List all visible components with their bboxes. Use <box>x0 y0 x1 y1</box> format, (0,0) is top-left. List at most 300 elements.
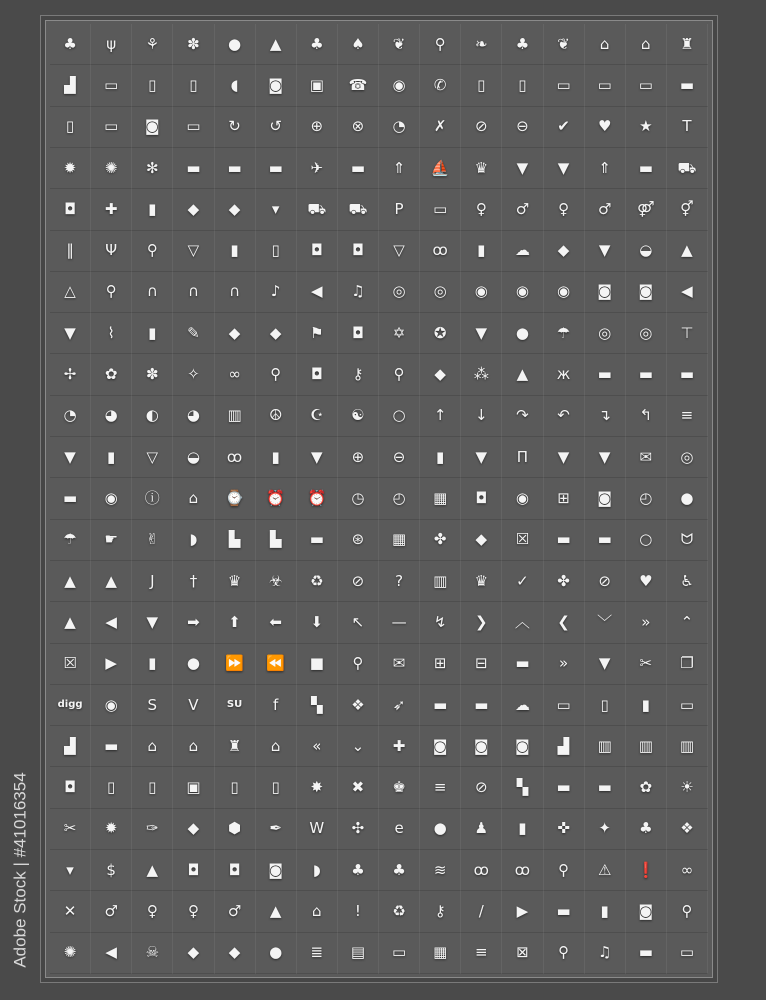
arrow-up-icon: ↑ <box>433 406 447 425</box>
icon-cell <box>626 767 667 808</box>
conversation-icon: ◉ <box>557 282 571 301</box>
icon-cell <box>256 602 297 643</box>
column-chart-icon: ▥ <box>679 736 695 755</box>
icon-cell <box>626 726 667 767</box>
icon-cell <box>50 685 91 726</box>
icon-cell <box>420 933 461 974</box>
double-chevron-down-icon: ⌄ <box>351 736 365 755</box>
icon-cell <box>173 313 214 354</box>
retro-tv-icon: ▣ <box>186 778 201 797</box>
icon-cell <box>256 354 297 395</box>
icon-cell <box>297 933 338 974</box>
mug-icon: ◘ <box>310 241 323 260</box>
icon-cell <box>132 354 173 395</box>
pointing-hand-icon: ☛ <box>104 530 118 549</box>
icon-cell <box>215 891 256 932</box>
icon-cell <box>50 189 91 230</box>
windows-logo-icon: ⊞ <box>557 488 570 507</box>
fish-skeleton-icon: ◀ <box>105 943 117 962</box>
icon-cell <box>297 313 338 354</box>
lipstick-icon: ▮ <box>148 323 157 342</box>
lock-icon: ◘ <box>228 860 241 879</box>
icon-cell <box>544 933 585 974</box>
icon-cell <box>502 107 543 148</box>
open-book-icon: ▭ <box>679 943 695 962</box>
icon-cell <box>50 850 91 891</box>
icon-cell <box>585 933 626 974</box>
icon-cell <box>256 685 297 726</box>
icon-cell <box>256 437 297 478</box>
wordpress-logo-icon: W <box>309 819 325 838</box>
torch-icon: ▮ <box>600 902 609 921</box>
crown-icon: ♛ <box>474 158 489 177</box>
icon-cell <box>256 107 297 148</box>
spider-icon: ✺ <box>63 943 77 962</box>
text-document-icon: ▬ <box>556 778 571 797</box>
icon-cell <box>379 767 420 808</box>
cloud-icon: ☁ <box>514 695 530 714</box>
arrow-down-icon: ↓ <box>475 406 488 425</box>
icon-cell <box>132 396 173 437</box>
icon-cell <box>379 561 420 602</box>
icon-cell <box>502 685 543 726</box>
drink-icon: ▯ <box>271 241 280 260</box>
icon-cell <box>379 437 420 478</box>
digg-logo-icon: digg <box>57 699 83 711</box>
cocktail-icon: ▽ <box>187 241 200 260</box>
icon-cell <box>297 891 338 932</box>
icon-cell <box>585 726 626 767</box>
icon-cell <box>91 809 132 850</box>
icon-cell <box>132 850 173 891</box>
button-alt-icon: ⊖ <box>392 447 406 466</box>
pie-chart-three-quarter-icon: ◕ <box>186 406 200 425</box>
icon-cell <box>626 65 667 106</box>
icon-cell <box>379 65 420 106</box>
star-icon: ★ <box>639 117 653 136</box>
music-notes-icon: ♫ <box>351 282 365 301</box>
icon-cell <box>173 65 214 106</box>
icon-cell <box>667 231 708 272</box>
triangle-down-icon: ▼ <box>146 612 159 631</box>
battery-full-icon: ▬ <box>679 75 695 94</box>
leaf-icon: ❦ <box>392 34 406 53</box>
mobile-phone-icon: ▯ <box>148 75 157 94</box>
balloon-icon: ● <box>269 943 283 962</box>
icon-cell <box>338 561 379 602</box>
icon-cell <box>338 354 379 395</box>
add-comment-icon: ◙ <box>474 736 489 755</box>
icon-cell <box>667 396 708 437</box>
icon-cell <box>626 850 667 891</box>
fork-knife-icon: ‖ <box>66 241 74 260</box>
icon-cell <box>297 850 338 891</box>
icon-cell <box>626 644 667 685</box>
icon-cell <box>256 767 297 808</box>
money-bag-icon: $ <box>106 860 116 879</box>
bar-graph-icon: ▥ <box>638 736 653 755</box>
icon-cell <box>215 148 256 189</box>
icon-cell <box>50 148 91 189</box>
heart-icon: ♥ <box>597 117 612 136</box>
icon-cell <box>215 396 256 437</box>
oak-tree-icon: ♣ <box>515 34 530 53</box>
icon-cell <box>626 809 667 850</box>
gallery-view-icon: ▤ <box>350 943 366 962</box>
icon-cell <box>585 396 626 437</box>
goldfish-icon: ◆ <box>228 943 241 962</box>
cactus-icon: ψ <box>106 34 117 53</box>
icon-cell <box>461 354 502 395</box>
icon-cell <box>50 561 91 602</box>
icon-cell <box>91 685 132 726</box>
minus-icon: — <box>391 612 407 631</box>
desktop-computer-icon: ▭ <box>104 75 119 94</box>
icon-cell <box>132 231 173 272</box>
icon-cell <box>667 644 708 685</box>
icon-cell <box>585 561 626 602</box>
icon-cell <box>173 354 214 395</box>
icon-cell <box>215 272 256 313</box>
clover-icon: ♣ <box>310 34 324 53</box>
icon-cell <box>667 189 708 230</box>
coffee-cup-icon: ◘ <box>352 241 364 260</box>
icon-cell <box>379 272 420 313</box>
icon-cell <box>461 24 502 65</box>
puzzle-piece-icon: ✤ <box>557 571 570 590</box>
icon-cell <box>132 561 173 602</box>
icon-cell <box>626 561 667 602</box>
drupal-logo-icon: ● <box>433 819 447 838</box>
icon-cell <box>215 313 256 354</box>
spanner-icon: ◆ <box>187 819 200 838</box>
icon-cell <box>626 437 667 478</box>
chat-bubble-icon: ◉ <box>515 282 529 301</box>
refresh-icon: ↻ <box>228 117 241 136</box>
paypal-icon: P <box>394 199 404 218</box>
icon-cell <box>626 520 667 561</box>
cog-icon: ✺ <box>104 158 118 177</box>
car-icon: ▬ <box>186 158 201 177</box>
icon-cell <box>544 437 585 478</box>
candy-icon: ◆ <box>557 241 570 260</box>
icon-cell <box>91 396 132 437</box>
icon-cell <box>91 437 132 478</box>
round-tree-icon: ● <box>228 34 242 53</box>
tag-icon: ◆ <box>228 199 241 218</box>
drop-icon: ● <box>515 323 529 342</box>
icon-cell <box>338 933 379 974</box>
cross-arrows-icon: ✜ <box>557 819 570 838</box>
icon-cell <box>667 478 708 519</box>
icon-cell <box>544 602 585 643</box>
icon-cell <box>215 644 256 685</box>
icon-cell <box>173 891 214 932</box>
icon-cell <box>667 767 708 808</box>
microphone-icon: ⚲ <box>105 282 117 301</box>
icon-cell <box>297 685 338 726</box>
icon-cell <box>297 148 338 189</box>
speech-bubble-icon: ◉ <box>474 282 488 301</box>
icon-cell <box>173 602 214 643</box>
delicious-logo-icon: ▚ <box>311 695 323 714</box>
triangle-left-icon: ◀ <box>105 612 117 631</box>
scissors-alt-icon: ✂ <box>63 819 77 838</box>
person-cheer-icon: ✕ <box>63 902 77 921</box>
icon-cell <box>626 313 667 354</box>
icon-cell <box>626 189 667 230</box>
icon-cell <box>667 354 708 395</box>
chef-hat-icon: ☁ <box>514 241 530 260</box>
icon-cell <box>173 520 214 561</box>
icon-cell <box>132 520 173 561</box>
cart-icon: ⛟ <box>307 199 327 218</box>
icon-cell <box>544 189 585 230</box>
icon-cell <box>173 24 214 65</box>
lightning-icon: ↯ <box>433 612 447 631</box>
icon-cell <box>91 313 132 354</box>
icon-cell <box>173 644 214 685</box>
icon-cell <box>132 809 173 850</box>
icon-cell <box>215 231 256 272</box>
icon-cell <box>379 396 420 437</box>
equalizer-icon: ▥ <box>597 736 612 755</box>
webcam-icon: ◉ <box>392 75 406 94</box>
apple-icon: ● <box>680 488 694 507</box>
icon-cell <box>132 891 173 932</box>
wrench-icon: ✑ <box>146 819 159 838</box>
icon-cell <box>297 65 338 106</box>
stairs-icon: ▟ <box>557 736 570 755</box>
earphones-icon: ∩ <box>229 282 241 301</box>
music-score-icon: ♫ <box>597 943 612 962</box>
icon-cell <box>502 272 543 313</box>
icon-cell <box>544 891 585 932</box>
first-aid-icon: ✚ <box>104 199 118 218</box>
pen-nib-icon: ✒ <box>269 819 282 838</box>
icon-cell <box>297 231 338 272</box>
fast-forward-icon: ⏩ <box>225 654 244 673</box>
waves-icon: ≋ <box>433 860 447 879</box>
ring-icon: ○ <box>392 406 406 425</box>
icon-cell <box>461 231 502 272</box>
icon-cell <box>502 354 543 395</box>
icon-cell <box>379 107 420 148</box>
icon-cell <box>585 644 626 685</box>
icon-cell <box>544 354 585 395</box>
icon-cell <box>338 767 379 808</box>
icon-cell <box>544 24 585 65</box>
icon-cell <box>338 65 379 106</box>
chess-king-icon: ♚ <box>392 778 406 797</box>
icon-cell <box>379 891 420 932</box>
star-of-david-icon: ✡ <box>392 323 406 342</box>
price-tag-icon: ◆ <box>187 199 200 218</box>
icon-cell <box>667 313 708 354</box>
icon-cell <box>667 685 708 726</box>
ice-skate-icon: ▙ <box>269 530 282 549</box>
info-icon: ⓘ <box>144 488 160 507</box>
icon-cell <box>297 437 338 478</box>
icon-cell <box>173 809 214 850</box>
mail-icon: ✉ <box>392 654 406 673</box>
icon-cell <box>256 561 297 602</box>
icon-cell <box>173 437 214 478</box>
bell-icon: △ <box>64 282 76 301</box>
icon-cell <box>420 602 461 643</box>
icon-cell <box>173 561 214 602</box>
poop-icon: ▲ <box>516 365 529 384</box>
medicine-bottle-icon: ▮ <box>148 199 157 218</box>
icon-cell <box>585 478 626 519</box>
icon-cell <box>132 644 173 685</box>
church-icon: ⌂ <box>147 736 158 755</box>
icon-cell <box>544 561 585 602</box>
tank-top-icon: ▮ <box>107 447 116 466</box>
record-icon: ● <box>186 654 200 673</box>
popsicle-icon: ▮ <box>477 241 486 260</box>
image-delete-icon: ☒ <box>63 654 77 673</box>
icon-cell <box>379 354 420 395</box>
photos-icon: ▭ <box>556 695 571 714</box>
roller-skate-icon: ▙ <box>228 530 241 549</box>
list-icon: ≡ <box>433 778 447 797</box>
house-icon: ⌂ <box>599 34 610 53</box>
icon-cell <box>215 65 256 106</box>
icon-cell <box>91 107 132 148</box>
fan-icon: ✢ <box>63 365 77 384</box>
icon-cell <box>379 313 420 354</box>
vest-icon: ▮ <box>436 447 445 466</box>
icon-cell <box>132 65 173 106</box>
icon-cell <box>544 726 585 767</box>
icon-cell <box>338 891 379 932</box>
icon-cell <box>420 726 461 767</box>
icon-cell <box>379 933 420 974</box>
icon-cell <box>91 189 132 230</box>
icon-cell <box>502 933 543 974</box>
icon-cell <box>420 850 461 891</box>
icon-cell <box>50 313 91 354</box>
stumbleupon-logo-icon: SU <box>226 699 243 711</box>
envelope-open-icon: ☒ <box>515 530 530 549</box>
truck-icon: ▬ <box>638 158 653 177</box>
checkmark-icon: ✔ <box>557 117 570 136</box>
starburst-icon: ✸ <box>310 778 324 797</box>
icon-cell <box>173 685 214 726</box>
people-icon: ▚ <box>516 778 529 797</box>
icon-cell <box>256 478 297 519</box>
birch-leaf-icon: ❦ <box>557 34 570 53</box>
icon-cell <box>502 478 543 519</box>
icon-cell <box>132 107 173 148</box>
icon-cell <box>461 478 502 519</box>
icon-cell <box>132 602 173 643</box>
chain-link-icon: ∞ <box>680 860 694 879</box>
wheelchair-icon: ♿ <box>680 571 694 590</box>
document-icon: ▬ <box>638 365 653 384</box>
icon-cell <box>173 478 214 519</box>
icon-cell <box>91 561 132 602</box>
leaf-outline-icon: ❧ <box>475 34 488 53</box>
cursor-icon: ↖ <box>351 612 365 631</box>
icon-cell <box>132 148 173 189</box>
cart-full-icon: ⛟ <box>348 199 368 218</box>
icon-cell <box>256 189 297 230</box>
icon-cell <box>626 272 667 313</box>
shopping-cart-icon: ⛟ <box>677 158 697 177</box>
icon-cell <box>626 602 667 643</box>
icon-cell <box>379 231 420 272</box>
icon-cell <box>297 726 338 767</box>
time-icon: ◴ <box>392 488 406 507</box>
icon-cell <box>420 520 461 561</box>
icon-cell <box>626 231 667 272</box>
computer-mouse-icon: ▯ <box>148 778 157 797</box>
icon-cell <box>461 107 502 148</box>
handbag-icon: ◘ <box>187 860 200 879</box>
icon-cell <box>338 437 379 478</box>
twitter-bird-icon: ➶ <box>392 695 406 714</box>
clapperboard-icon: ▬ <box>309 530 324 549</box>
icon-cell <box>338 520 379 561</box>
icon-cell <box>215 850 256 891</box>
shopping-bag-alt-icon: ▭ <box>679 695 695 714</box>
facebook-logo-icon: f <box>273 695 279 714</box>
icon-cell <box>585 231 626 272</box>
tools-icon: ✗ <box>433 117 447 136</box>
media-player-icon: ▯ <box>230 778 239 797</box>
icon-cell <box>461 396 502 437</box>
close-x-icon: ✖ <box>351 778 365 797</box>
icon-cell <box>379 478 420 519</box>
half-circle-icon: ◐ <box>145 406 159 425</box>
fir-tree-icon: ▲ <box>269 34 282 53</box>
icon-cell <box>50 231 91 272</box>
key-icon: ⚷ <box>352 365 364 384</box>
speakerphone-icon: ◖ <box>230 75 239 94</box>
icon-cell <box>132 726 173 767</box>
sprout-icon: ⚘ <box>145 34 160 53</box>
hospital-icon: ▬ <box>104 736 119 755</box>
icon-cell <box>256 644 297 685</box>
icon-cell <box>585 809 626 850</box>
icon-cell <box>91 65 132 106</box>
play-icon: ▶ <box>105 654 117 673</box>
venus-icon: ♀ <box>187 902 199 921</box>
warning-icon: ⚠ <box>597 860 612 879</box>
sports-car-icon: ▬ <box>268 158 283 177</box>
four-point-star-icon: ✧ <box>187 365 200 384</box>
icon-cell <box>420 24 461 65</box>
target-icon: ◎ <box>598 323 612 342</box>
reload-icon: ↺ <box>269 117 282 136</box>
icon-cell <box>585 437 626 478</box>
favorite-folder-icon: ▬ <box>515 654 530 673</box>
icon-cell <box>338 644 379 685</box>
chess-pawn-icon: ♟ <box>474 819 489 838</box>
icon-cell <box>585 602 626 643</box>
icon-cell <box>256 726 297 767</box>
peace-icon: ☮ <box>268 406 283 425</box>
shopping-basket-icon: ▾ <box>66 860 74 879</box>
icon-cell <box>173 396 214 437</box>
music-note-icon: ♪ <box>270 282 281 301</box>
disc-icon: ◎ <box>433 282 447 301</box>
chevron-left-icon: ❮ <box>557 612 570 631</box>
icon-cell <box>502 520 543 561</box>
bar-chart-icon: ▥ <box>227 406 242 425</box>
